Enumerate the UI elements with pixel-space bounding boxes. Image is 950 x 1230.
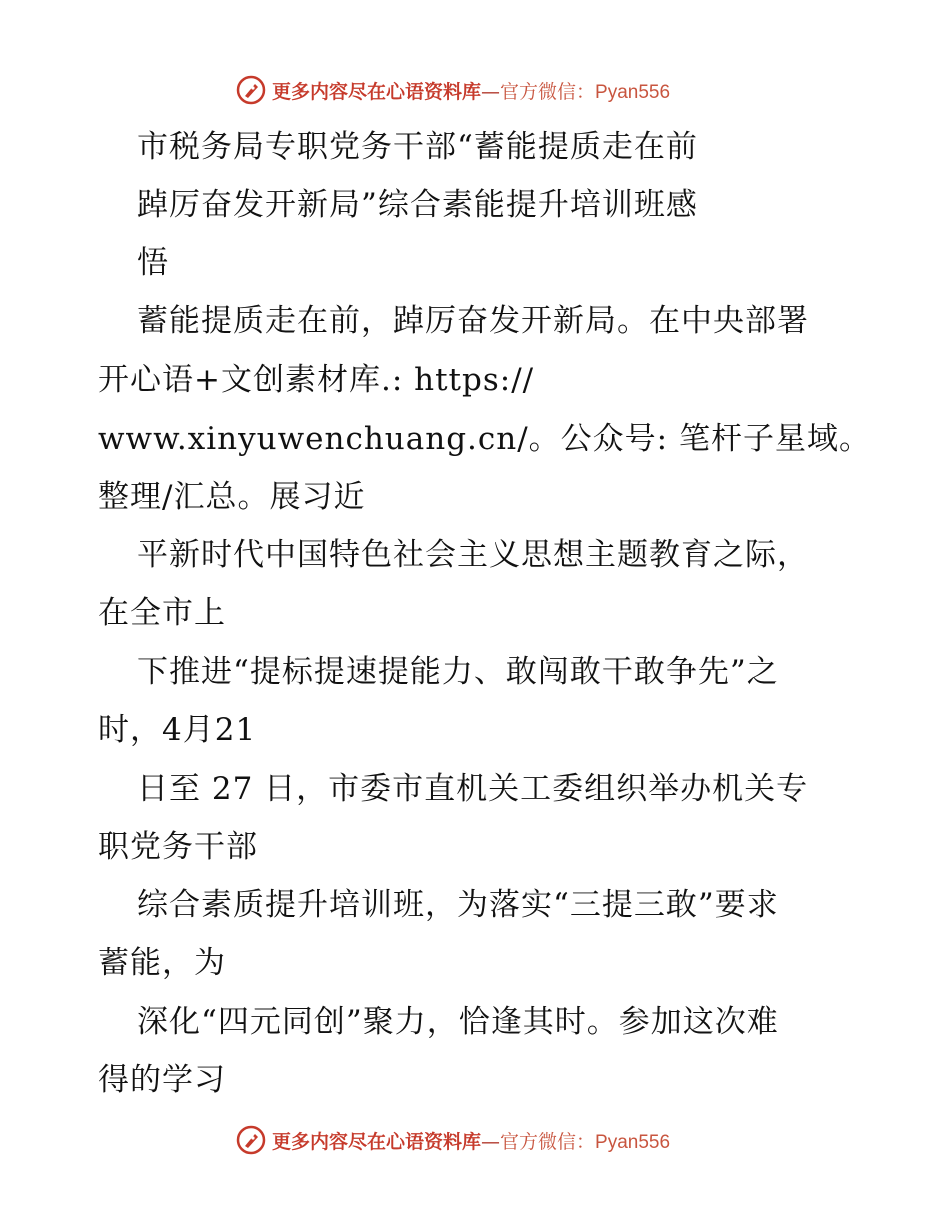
- body-line: 蓄能提质走在前，踔厉奋发开新局。在中央部署: [137, 303, 809, 339]
- body-line: www.xinyuwenchuang.cn/。公众号: 笔杆子星域。: [98, 421, 871, 457]
- body-line: 得的学习: [98, 1062, 226, 1098]
- watermark-dash: —: [481, 1130, 501, 1153]
- body-line: 在全市上: [98, 595, 226, 631]
- watermark-wechat-handle: Pyan556: [595, 81, 671, 103]
- watermark-wechat-handle: Pyan556: [595, 1131, 671, 1153]
- title-line-2: 踔厉奋发开新局”综合素能提升培训班感: [137, 187, 698, 223]
- watermark-dash: —: [481, 80, 501, 103]
- body-line: 职党务干部: [98, 829, 258, 865]
- body-line: 时，4月21: [98, 712, 257, 748]
- body-line: 平新时代中国特色社会主义思想主题教育之际，: [137, 537, 809, 573]
- pen-nib-icon: [236, 1125, 266, 1155]
- footer-watermark: [0, 1120, 950, 1160]
- watermark-site-text: 更多内容尽在心语资料库: [272, 80, 482, 103]
- title-line-1: 市税务局专职党务干部“蓄能提质走在前: [137, 129, 698, 165]
- watermark-contact-label: 官方微信：: [500, 1130, 596, 1153]
- header-watermark: [0, 70, 950, 110]
- body-line: 开心语+文创素材库.: https://: [98, 362, 535, 398]
- body-line: 下推进“提标提速提能力、敢闯敢干敢争先”之: [137, 654, 779, 690]
- title-line-3: 悟: [137, 245, 169, 281]
- watermark-site-text: 更多内容尽在心语资料库: [272, 1130, 482, 1153]
- pen-nib-icon: [236, 75, 266, 105]
- body-line: 整理/汇总。展习近: [98, 479, 366, 515]
- watermark-contact-label: 官方微信：: [500, 80, 596, 103]
- body-line: 深化“四元同创”聚力，恰逢其时。参加这次难: [137, 1004, 779, 1040]
- body-line: 综合素质提升培训班，为落实“三提三敢”要求: [137, 887, 779, 923]
- body-line: 蓄能，为: [98, 945, 226, 981]
- body-line: 日至 27 日，市委市直机关工委组织举办机关专: [137, 771, 809, 807]
